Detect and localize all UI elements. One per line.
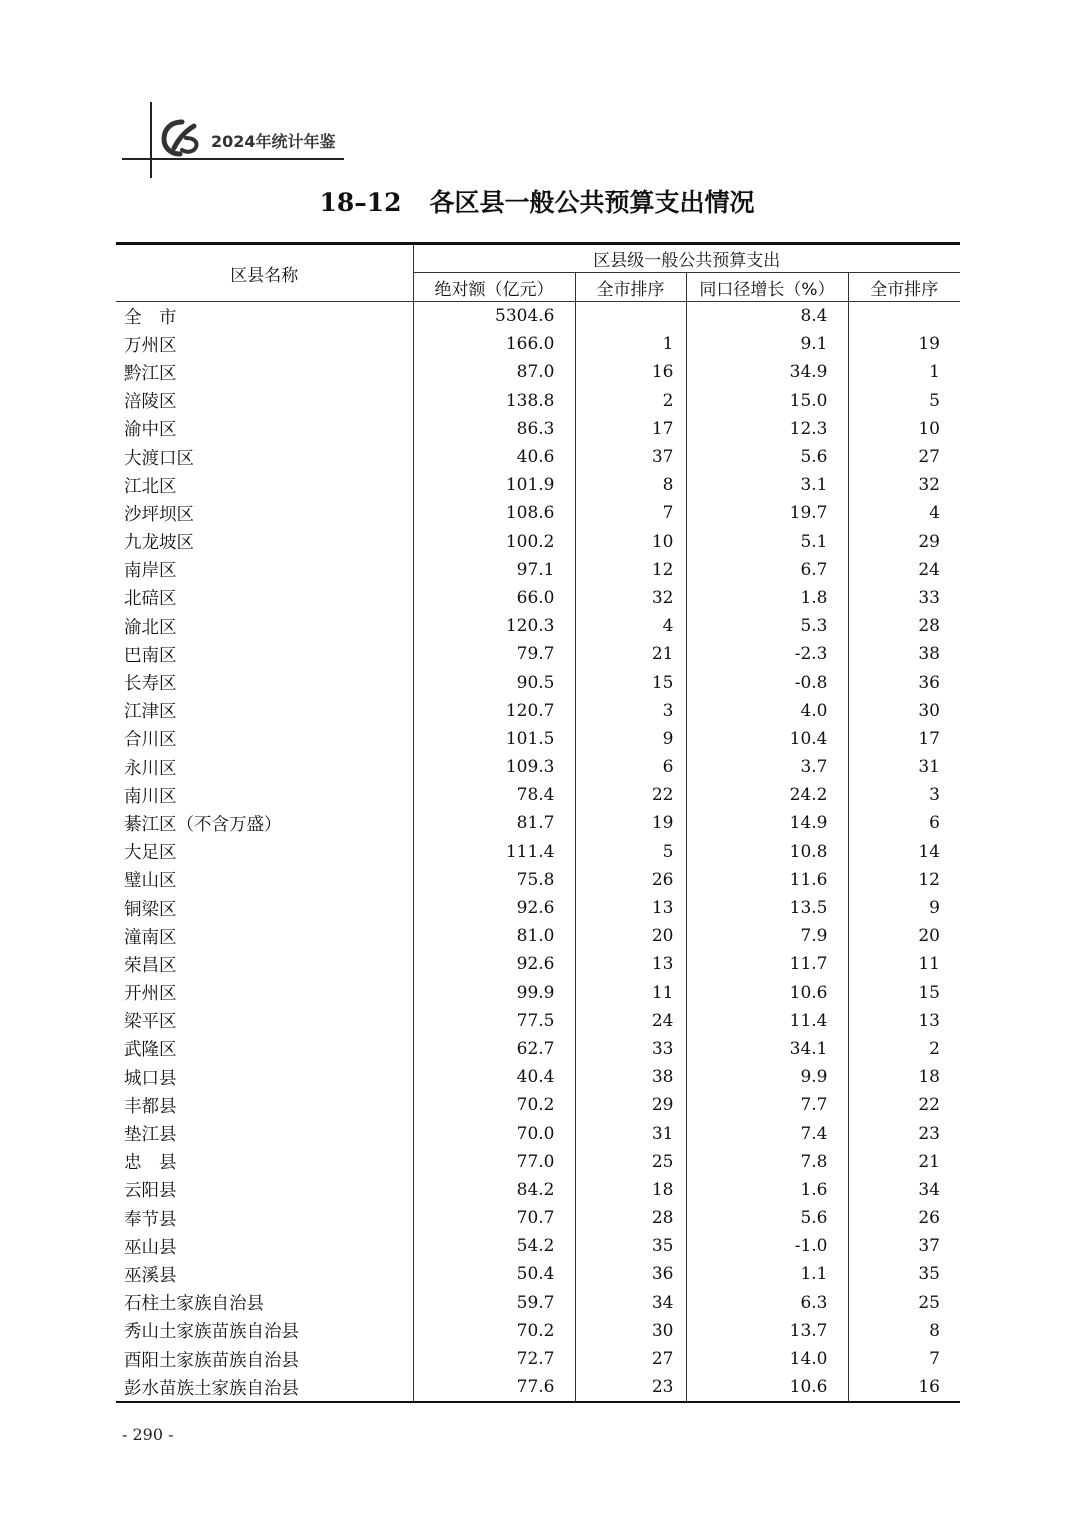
district-name-cell: 垫江县 [124,1125,177,1146]
page-title [0,183,1074,219]
amount-rank-cell: 16 [575,358,686,386]
table-row [116,922,960,950]
amount-cell: 101.9 [413,471,575,499]
amount-cell: 72.7 [413,1345,575,1373]
amount-cell: 90.5 [413,668,575,696]
table-row [116,640,960,668]
district-name-cell: 九龙坡区 [124,533,194,554]
growth-cell: 5.3 [686,612,848,640]
table-row [116,471,960,499]
amount-rank-cell: 5 [575,838,686,866]
amount-rank-cell: 38 [575,1063,686,1091]
district-name-cell: 酉阳土家族苗族自治县 [124,1350,299,1371]
amount-cell: 40.6 [413,443,575,471]
table-row [116,894,960,922]
amount-rank-cell: 26 [575,866,686,894]
growth-rank-cell: 8 [848,1317,960,1345]
amount-rank-cell: 1 [575,330,686,358]
table-row [116,1260,960,1288]
amount-cell: 78.4 [413,781,575,809]
growth-rank-cell: 7 [848,1345,960,1373]
district-name-cell: 荣昌区 [124,955,177,976]
growth-rank-cell: 4 [848,499,960,527]
growth-cell: 13.5 [686,894,848,922]
amount-rank-cell: 25 [575,1148,686,1176]
district-name-cell: 合川区 [124,730,177,751]
header-horizontal-rule [122,158,344,160]
growth-cell: 10.6 [686,979,848,1007]
growth-rank-cell: 25 [848,1289,960,1317]
growth-rank-cell: 2 [848,1035,960,1063]
table-row [116,1091,960,1119]
amount-cell: 50.4 [413,1260,575,1288]
growth-rank-cell: 9 [848,894,960,922]
table-row [116,1345,960,1373]
amount-rank-cell: 19 [575,809,686,837]
amount-cell: 84.2 [413,1176,575,1204]
amount-rank-cell: 36 [575,1260,686,1288]
amount-rank-cell: 34 [575,1289,686,1317]
header-amount: 绝对额（亿元） [413,273,575,302]
growth-cell: 14.9 [686,809,848,837]
table-row [116,866,960,894]
header-district-name: 区县名称 [116,244,413,302]
growth-rank-cell: 31 [848,753,960,781]
growth-rank-cell: 33 [848,584,960,612]
district-name-cell: 江津区 [124,702,177,723]
table-row [116,809,960,837]
growth-rank-cell: 35 [848,1260,960,1288]
amount-cell: 100.2 [413,528,575,556]
amount-rank-cell: 35 [575,1232,686,1260]
header-growth: 同口径增长（%） [686,273,848,302]
growth-cell: 1.1 [686,1260,848,1288]
district-name-cell: 巫山县 [124,1237,177,1258]
amount-rank-cell: 18 [575,1176,686,1204]
district-name-cell: 永川区 [124,758,177,779]
growth-rank-cell: 29 [848,528,960,556]
growth-cell: 12.3 [686,415,848,443]
district-name-cell: 忠 县 [124,1153,177,1174]
table-row [116,668,960,696]
growth-rank-cell [848,302,960,331]
growth-rank-cell: 38 [848,640,960,668]
district-name-cell: 云阳县 [124,1181,177,1202]
district-name-cell: 梁平区 [124,1012,177,1033]
district-name-cell: 大渡口区 [124,448,194,469]
table-row [116,1176,960,1204]
amount-cell: 77.6 [413,1373,575,1402]
amount-cell: 120.3 [413,612,575,640]
growth-cell: 4.0 [686,697,848,725]
district-name-cell: 巴南区 [124,645,177,666]
amount-rank-cell: 4 [575,612,686,640]
table-row [116,1148,960,1176]
table-row [116,950,960,978]
growth-cell: 11.7 [686,950,848,978]
table-row [116,781,960,809]
district-name-cell: 南岸区 [124,561,177,582]
table-row [116,302,960,331]
amount-cell: 77.5 [413,1007,575,1035]
district-name-cell: 北碚区 [124,589,177,610]
data-table-container [116,242,960,1403]
table-row [116,979,960,1007]
table-row [116,1007,960,1035]
growth-cell: 6.7 [686,556,848,584]
district-name-cell: 南川区 [124,786,177,807]
growth-cell: 5.6 [686,443,848,471]
table-title: 各区县一般公共预算支出情况 [429,188,755,217]
amount-rank-cell: 30 [575,1317,686,1345]
table-row [116,1289,960,1317]
amount-rank-cell: 23 [575,1373,686,1402]
amount-rank-cell: 24 [575,1007,686,1035]
growth-rank-cell: 27 [848,443,960,471]
growth-rank-cell: 6 [848,809,960,837]
header-growth-rank: 全市排序 [848,273,960,302]
growth-cell: 10.6 [686,1373,848,1402]
growth-cell: 1.6 [686,1176,848,1204]
table-row [116,612,960,640]
yearbook-label: 2024年统计年鉴 [211,132,336,151]
table-row [116,1317,960,1345]
table-row [116,1232,960,1260]
growth-rank-cell: 15 [848,979,960,1007]
growth-cell: 1.8 [686,584,848,612]
table-row [116,358,960,386]
growth-rank-cell: 14 [848,838,960,866]
yearbook-logo-icon [160,118,204,158]
district-name-cell: 沙坪坝区 [124,504,194,525]
amount-cell: 108.6 [413,499,575,527]
growth-cell: 11.6 [686,866,848,894]
amount-cell: 79.7 [413,640,575,668]
growth-cell: 19.7 [686,499,848,527]
growth-cell: 24.2 [686,781,848,809]
growth-cell: 9.9 [686,1063,848,1091]
amount-cell: 92.6 [413,950,575,978]
table-row [116,415,960,443]
amount-rank-cell: 29 [575,1091,686,1119]
district-name-cell: 渝北区 [124,617,177,638]
growth-cell: 11.4 [686,1007,848,1035]
district-name-cell: 彭水苗族土家族自治县 [116,1373,413,1402]
growth-cell: -2.3 [686,640,848,668]
amount-rank-cell: 9 [575,725,686,753]
growth-cell: 10.8 [686,838,848,866]
growth-rank-cell: 21 [848,1148,960,1176]
growth-rank-cell: 11 [848,950,960,978]
growth-rank-cell: 16 [848,1373,960,1402]
amount-rank-cell: 13 [575,894,686,922]
amount-cell: 70.2 [413,1091,575,1119]
amount-rank-cell: 32 [575,584,686,612]
district-name-cell: 丰都县 [124,1096,177,1117]
table-row [116,1204,960,1232]
table-row [116,387,960,415]
growth-rank-cell: 23 [848,1119,960,1147]
growth-cell: 8.4 [686,302,848,331]
amount-cell: 81.7 [413,809,575,837]
amount-cell: 81.0 [413,922,575,950]
growth-rank-cell: 12 [848,866,960,894]
district-name-cell: 潼南区 [124,927,177,948]
table-body [116,302,960,1403]
amount-cell: 92.6 [413,894,575,922]
amount-rank-cell: 20 [575,922,686,950]
growth-cell: 5.6 [686,1204,848,1232]
district-name-cell: 涪陵区 [124,392,177,413]
table-row [116,499,960,527]
amount-cell: 66.0 [413,584,575,612]
table-row [116,584,960,612]
growth-cell: 6.3 [686,1289,848,1317]
growth-rank-cell: 17 [848,725,960,753]
district-name-cell: 全 市 [124,307,177,328]
growth-cell: 10.4 [686,725,848,753]
amount-rank-cell: 28 [575,1204,686,1232]
table-row [116,330,960,358]
header-vertical-rule [150,102,152,178]
amount-cell: 54.2 [413,1232,575,1260]
amount-cell: 120.7 [413,697,575,725]
growth-cell: 9.1 [686,330,848,358]
table-row [116,725,960,753]
district-name-cell: 黔江区 [124,363,177,384]
amount-cell: 138.8 [413,387,575,415]
district-name-cell: 秀山土家族苗族自治县 [124,1322,299,1343]
growth-cell: 5.1 [686,528,848,556]
growth-rank-cell: 19 [848,330,960,358]
amount-rank-cell [575,302,686,331]
growth-cell: 15.0 [686,387,848,415]
table-row [116,528,960,556]
amount-rank-cell: 2 [575,387,686,415]
district-name-cell: 城口县 [124,1068,177,1089]
district-name-cell: 万州区 [124,335,177,356]
amount-rank-cell: 21 [575,640,686,668]
growth-rank-cell: 10 [848,415,960,443]
budget-expenditure-table [116,242,960,1403]
growth-rank-cell: 22 [848,1091,960,1119]
amount-cell: 70.0 [413,1119,575,1147]
table-number: 18–12 [319,188,402,217]
district-name-cell: 綦江区（不含万盛） [124,814,282,835]
growth-rank-cell: 37 [848,1232,960,1260]
amount-rank-cell: 8 [575,471,686,499]
header-amount-rank: 全市排序 [575,273,686,302]
growth-rank-cell: 32 [848,471,960,499]
growth-rank-cell: 26 [848,1204,960,1232]
growth-cell: 7.8 [686,1148,848,1176]
amount-cell: 40.4 [413,1063,575,1091]
growth-cell: 34.1 [686,1035,848,1063]
amount-cell: 109.3 [413,753,575,781]
growth-cell: 3.1 [686,471,848,499]
amount-cell: 77.0 [413,1148,575,1176]
amount-cell: 99.9 [413,979,575,1007]
page-number: - 290 - [122,1425,174,1444]
growth-rank-cell: 1 [848,358,960,386]
growth-rank-cell: 13 [848,1007,960,1035]
amount-rank-cell: 10 [575,528,686,556]
growth-cell: 3.7 [686,753,848,781]
header-group-budget: 区县级一般公共预算支出 [413,244,960,273]
growth-cell: 7.7 [686,1091,848,1119]
growth-rank-cell: 3 [848,781,960,809]
amount-rank-cell: 15 [575,668,686,696]
amount-cell: 75.8 [413,866,575,894]
amount-rank-cell: 13 [575,950,686,978]
amount-rank-cell: 12 [575,556,686,584]
amount-cell: 70.7 [413,1204,575,1232]
amount-rank-cell: 17 [575,415,686,443]
district-name-cell: 璧山区 [124,871,177,892]
growth-cell: 13.7 [686,1317,848,1345]
amount-rank-cell: 27 [575,1345,686,1373]
amount-cell: 62.7 [413,1035,575,1063]
amount-cell: 86.3 [413,415,575,443]
growth-rank-cell: 18 [848,1063,960,1091]
district-name-cell: 长寿区 [124,674,177,695]
table-row [116,1035,960,1063]
district-name-cell: 大足区 [124,843,177,864]
growth-rank-cell: 24 [848,556,960,584]
district-name-cell: 武隆区 [124,1040,177,1061]
growth-cell: -0.8 [686,668,848,696]
amount-cell: 87.0 [413,358,575,386]
table-row [116,1063,960,1091]
table-row [116,838,960,866]
district-name-cell: 江北区 [124,476,177,497]
table-row [116,753,960,781]
amount-rank-cell: 37 [575,443,686,471]
growth-cell: 7.9 [686,922,848,950]
growth-rank-cell: 20 [848,922,960,950]
amount-cell: 101.5 [413,725,575,753]
district-name-cell: 奉节县 [124,1209,177,1230]
growth-rank-cell: 36 [848,668,960,696]
amount-rank-cell: 6 [575,753,686,781]
table-row [116,1119,960,1147]
amount-rank-cell: 22 [575,781,686,809]
growth-cell: 7.4 [686,1119,848,1147]
growth-cell: -1.0 [686,1232,848,1260]
district-name-cell: 渝中区 [124,420,177,441]
amount-cell: 5304.6 [413,302,575,331]
district-name-cell: 石柱土家族自治县 [124,1294,264,1315]
district-name-cell: 开州区 [124,984,177,1005]
amount-cell: 70.2 [413,1317,575,1345]
district-name-cell: 铜梁区 [124,899,177,920]
growth-rank-cell: 30 [848,697,960,725]
growth-rank-cell: 34 [848,1176,960,1204]
growth-rank-cell: 5 [848,387,960,415]
table-row [116,556,960,584]
amount-cell: 59.7 [413,1289,575,1317]
amount-cell: 166.0 [413,330,575,358]
table-row [116,443,960,471]
district-name-cell: 巫溪县 [124,1265,177,1286]
amount-rank-cell: 33 [575,1035,686,1063]
amount-rank-cell: 3 [575,697,686,725]
amount-rank-cell: 31 [575,1119,686,1147]
amount-cell: 97.1 [413,556,575,584]
amount-cell: 111.4 [413,838,575,866]
table-row [116,697,960,725]
amount-rank-cell: 11 [575,979,686,1007]
growth-cell: 34.9 [686,358,848,386]
amount-rank-cell: 7 [575,499,686,527]
table-row [116,1373,960,1402]
growth-cell: 14.0 [686,1345,848,1373]
growth-rank-cell: 28 [848,612,960,640]
